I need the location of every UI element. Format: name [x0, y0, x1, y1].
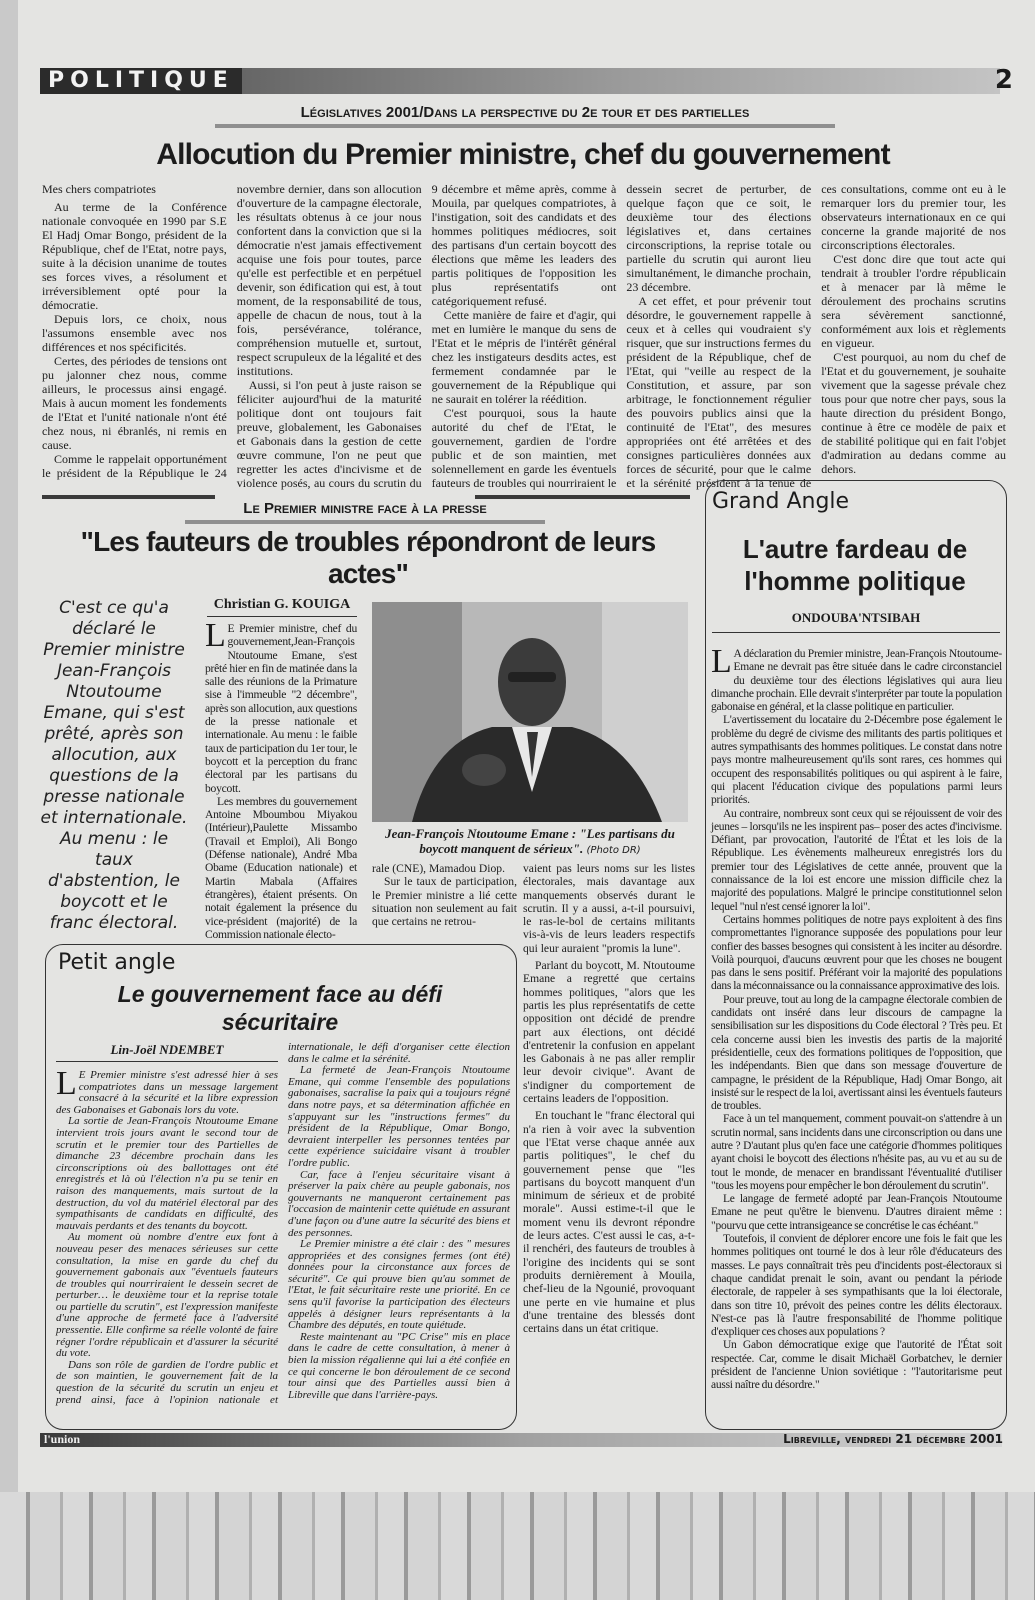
paragraph: E Premier ministre s'est adressé hier à ses compatriotes dans un message largement consacré à la sécurité et la libre expression des Gabonaises et Gabonais lors du vote.: [56, 1069, 278, 1116]
petit-angle-headline: Le gouvernement face au défi sécuritaire: [117, 981, 443, 1035]
dateline: Libreville, vendredi 21 décembre 2001: [783, 1432, 1003, 1446]
section-label: POLITIQUE: [40, 68, 242, 94]
portrait-image: [372, 602, 688, 822]
paragraph: Reste maintenant au "PC Crise" mis en place dans le cadre de cette consultation, à mener à bien la mission régalienne qui lui a été confiée en ce qui concerne le bon déroulement de ce second tour ainsi que des Partielles aussi bien à Libreville que dans l'arrière-pays.: [288, 1330, 510, 1401]
paragraph: Certes, des périodes de tensions ont pu jalonner chez nous, comme ailleurs, le processus ainsi engagé. Mais à aucun moment les fondements de l'Etat et l'unité nationale n'ont été chez nous, ni ébranlés, ni remis en cause.: [42, 354, 227, 452]
paragraph: Toutefois, il convient de déplorer encore une fois le fait que les hommes politiques ont tourné le dos à leur rôle d'éducateurs des masses. Le pays connaîtrait très peu d'incidents post-électoraux si chaque candidat prenait le soin, avant ou pendant la période électorale, de rappeler à ses sympathisants que la loi électorale, dans son titre 10, prévoit des peines contre les délits électoraux. N'est-ce pas là l'autre fresponsabilité de l'homme politique d'expliquer ces choses aux populations ?: [711, 1233, 1002, 1339]
paragraph: vaient pas leurs noms sur les listes électorales, mais davantage aux manquements observés durant le scrutin. Il y a aussi, a-t-il poursuivi, le ras-le-bol de certains militants vis-à-vis de leurs leaders respectifs qui leur auraient "promis la lune".: [523, 862, 695, 955]
caption-text: Jean-François Ntoutoume Emane : "Les partisans du boycott manquent de sérieux".: [385, 826, 675, 856]
grand-angle-headline: L'autre fardeau de l'homme politique: [742, 534, 968, 596]
paragraph: Depuis lors, ce choix, nous l'assumons ensemble avec nos différences et nos spécificités.: [42, 312, 227, 354]
lead-headline: Allocution du Premier ministre, chef du gouvernement: [156, 138, 890, 171]
paragraph: C'est donc dire que tout acte qui tendrait à troubler l'ordre républicain et à menacer par là même le déroulement des prochains scrutins sera sévèrement sanctionné, conformément aux lois et règlements en vigueur.: [821, 252, 1006, 350]
interview-headline: "Les fauteurs de troubles répondront de leurs actes": [80, 526, 656, 589]
paragraph: Au terme de la Conférence nationale convoquée en 1990 par S.E El Hadj Omar Bongo, président de la République, chef de l'Etat, notre pays, suite à la décision unanime de toutes ses forces vives, a résolument et irréversiblement opté pour la démocratie.: [42, 200, 227, 312]
lead-article-body: [42, 182, 1006, 492]
paragraph: Le Premier ministre a été clair : des " mesures appropriées et des consignes fermes (ont été) données pour la circonstance aux forces de sécurité". Ce qui prouve bien qu'au sommet de l'Etat, le fait sécuritaire reste une priorité. En ce sens qu'il favorise la participation des électeurs appelés à désigner leurs représentants à la Chambre des députés, en toute quiétude.: [288, 1238, 510, 1332]
paragraph: Parlant du boycott, M. Ntoutoume Emane a regretté que certains hommes politiques, "alors que les partis les plus représentatifs de cette opposition ont décidé de prendre part aux élections, ont décidé d'entretenir la confusion en appelant les Gabonais à ne pas aller remplir leur devoir civique". Avant de s'indigner du comportement de certains leaders de l'opposition.: [523, 959, 695, 1106]
drop-cap: L: [711, 643, 732, 680]
section-divider: [475, 495, 690, 499]
section-divider: [42, 495, 215, 499]
page-number: 2: [994, 65, 1013, 95]
drop-cap: L: [205, 617, 226, 654]
paragraph: Face à un tel manquement, comment pouvait-on s'attendre à un scrutin normal, sans incidents dans une circonscription ou dans une autre ? D'autant plus qu'en face une catégorie d'hommes politiques ayant choisi le boycott des élections n'hésite pas, au vu et au su de tout le monde, de menacer en brandissant l'éventualité d'utiliser "tous les moyens pour empêcher le bon déroulement du scrutin".: [711, 1113, 1002, 1192]
paragraph: E Premier ministre, chef du gouvernement,Jean-François Ntoutoume Emane, s'est prêté hier en fin de matinée dans la salle des réunions de la Primature sise à l'immeuble "2 décembre", après son allocution, aux questions de la presse nationale et internationale. Au menu : le faible taux de participation du 1er tour, le boycott et la perception du franc électoral par les partisans du boycott.: [205, 622, 357, 795]
paragraph: Comme le rappelait opportunément le président de la République le 24 novembre dernier, dans son allocution d'ouverture de la campagne électorale, les résultats obtenus à ce jour nous confortent dans la conviction que si la démocratie n'est jamais effectivement acquise une fois pour toutes, parce qu'elle est perfectible et en perpétuel devenir, son édification qui est, à tout moment, de la responsabilité de tous, appelle de chacun de nous, tout à la fois, persévérance, tolérance, compréhension mutuelle et, surtout, respect scrupuleux de la légalité et des institutions.: [42, 182, 422, 480]
paragraph: La sortie de Jean-François Ntoutoume Emane intervient trois jours avant le second tour de scrutin et le premier tour des Partielles de dimanche 23 décembre prochain dans les circonscriptions où des ballottages ont été enregistrés et là où l'élection n'a pu se tenir en raison des manquements, mais surtout de la destruction, du vol du matériel électoral par des sympathisants de candidats en difficulté, des mauvais perdants et des tenants du boycott.: [56, 1115, 278, 1232]
paragraph: Certains hommes politiques de notre pays exploitent à des fins compromettantes l'ignorance supposée des populations pour leur confier des basses besognes qui consistent à les inciter au désordre. Voilà pourquoi, d'aucuns œuvrent pour que les choses ne bougent pas dans le sens positif. Préférant voir la majorité des populations dans la méconnaissance ou la connaissance approximative des lois.: [711, 913, 1002, 993]
interview-column-1: [205, 617, 357, 941]
interview-column-2: [372, 862, 517, 942]
paragraph: C'est pourquoi, sous la haute autorité du chef de l'Etat, le gouvernement, gardien de l'ordre public et de son maintien, met solennellement en garde les éventuels fauteurs de troubles qui nourriraient le dessein secret de perturber, de quelque façon que ce soit, le deuxième tour des élections législatives et, dans certaines circonscriptions, la reprise totale ou partielle du scrutin qui auront lieu simultanément, le dimanche prochain, 23 décembre.: [431, 182, 812, 490]
masthead: l'union: [44, 1432, 81, 1446]
petit-angle-body: [56, 1042, 510, 1424]
photo-credit: (Photo DR): [586, 845, 641, 856]
paragraph: Au contraire, nombreux sont ceux qui se réjouissent de voir des jeunes – lorsqu'ils ne les inspirent pas– poser des actes d'incivisme. Défiant, par provocation, l'autorité de l'État et les lois de la République. Les évènements malheureux enregistrés lors du premier tour des Législatives de cette année, prouvent que la connaissance de la loi est encore une mission difficile chez la majorité des populations. Malgré le principe constitutionnel selon lequel "nul n'est censé ignorer la loi".: [711, 807, 1002, 913]
paragraph: A déclaration du Premier ministre, Jean-François Ntoutoume-Emane ne devrait pas être située dans le cadre circonstanciel du deuxième tour des élections législatives qui aura lieu dimanche prochain. Elle devrait s'interpréter par toute la population gabonaise en général, et la classe politique en particulier.: [711, 648, 1002, 714]
paragraph: Sur le taux de participation, le Premier ministre a lié cette situation non seulement au fait que certains ne retrou-: [372, 875, 517, 929]
paragraph: A cet effet, et pour prévenir tout désordre, le gouvernement rappelle à ceux et à celles qui voudraient s'y risquer, que sur instructions fermes du président de la République, chef de l'Etat, qui "veille au respect de la Constitution, et assure, par son arbitrage, le fonctionnement régulier des pouvoirs publics ainsi que la continuité de l'Etat", des mesures appropriées ont été arrêtées et des consignes particulières données aux forces de sécurité, pour que le calme et la sérénité président à la tenue de ces consultations, comme ont eu à le remarquer lors du premier tour, les observateurs internationaux en ce qui concerne la grande majorité de nos circonscriptions électorales.: [626, 182, 1006, 490]
paragraph: Au moment où nombre d'entre eux font à nouveau peser des menaces sérieuses sur cette consultation, la mise en garde du chef du gouvernement gabonais aux "éventuels fauteurs de troubles qui nourriraient le dessein secret de perturber… le deuxième tour et la reprise totale ou partielle du scrutin", est l'expression manifeste d'une approche de fermeté face à l'adversité pressentie. Elle confirme sa réelle volonté de faire régner l'ordre républicain et d'assurer la sécurité du vote.: [56, 1231, 278, 1360]
paragraph: rale (CNE), Mamadou Diop.: [372, 862, 505, 875]
interview-kicker: Le Premier ministre face à la presse: [185, 500, 545, 524]
salutation: Mes chers compatriotes: [42, 182, 156, 196]
petit-angle-byline: Lin-Joël NDEMBET: [56, 1042, 278, 1062]
photo-prime-minister: [372, 602, 688, 822]
paragraph: Le langage de fermeté adopté par Jean-François Ntoutoume Emane ne peut qu'être le bienvenu. D'autres diraient même : "pourvu que cette intransigeance se concrétise le cas échéant.": [711, 1193, 1002, 1232]
grand-angle-byline: ONDOUBA'NTSIBAH: [712, 610, 1000, 633]
paragraph: Car, face à l'enjeu sécuritaire visant à préserver la paix chère au peuple gabonais, nos gouvernants ne manqueront certainement pas l'occasion de maintenir cette quiétude en assurant d'une façon ou d'une autre la sécurité des biens et des personnes.: [288, 1168, 510, 1239]
paragraph: Les membres du gouvernement Antoine Mboumbou Miyakou (Intérieur),Paulette Missambo (Travail et Emploi), Ali Bongo (Défense nationale), André Mba Obame (Education nationale) et Martin Mabala (Affaires étrangères), étaient présents. On notait également la présence du vice-président (majorité) de la Commission nationale électo-: [205, 794, 357, 941]
drop-cap: L: [56, 1065, 77, 1102]
paragraph: Pour preuve, tout au long de la campagne électorale combien de candidats ont inséré dans leur discours de campagne la sensibilisation sur les dispositions du Code électoral ? Très peu. Et cela concerne aussi bien les investis des partis de la majorité présidentielle, ceux des formations politiques de l'opposition, que les indépendants. Bien que dans son message d'ouverture de campagne, le président de la République, Hadj Omar Bongo, ait insisté sur le respect de la loi, avertissant ainsi les éventuels fauteurs de troubles.: [711, 993, 1002, 1113]
interview-column-3: [523, 862, 695, 1426]
paragraph: Dans son rôle de gardien de l'ordre public et de son maintien, le gouvernement fait de la question de la sécurité du scrutin un enjeu et prend ainsi, face à l'opinion nationale et internationale, le défi d'organiser cette élection dans le calme et la sérénité.: [56, 1041, 510, 1406]
scan-background-strip: [0, 1492, 1035, 1600]
paragraph: Aussi, si l'on peut à juste raison se féliciter aujourd'hui de la maturité politique dont ont toujours fait preuve, globalement, les Gabonaises et Gabonais dans la gestion de cette œuvre commune, l'on ne peut que regretter les actes d'incivisme et de violence posés, au cours du scrutin du 9 décembre et même après, comme à Mouila, par quelques compatriotes, à l'instigation, soit des candidats et des hommes politiques médiocres, soit des partisans d'un certain boycott des élections que même les leaders des partis politiques de l'opposition les plus représentatifs ont catégoriquement refusé.: [236, 182, 617, 490]
paragraph: C'est pourquoi, au nom du chef de l'Etat et du gouvernement, je souhaite vivement que la sagesse prévale chez tous pour que notre cher pays, sous la haute direction du président Bongo, continue à être ce modèle de paix et de stabilité politique qui en fait l'objet d'admiration au dedans comme au dehors.: [821, 350, 1006, 476]
interview-intro: C'est ce qu'a déclaré le Premier ministre Jean-François Ntoutoume Emane, qui s'est prêté, après son allocution, aux questions de la presse nationale et internationale. Au menu : le taux d'abstention, le boycott et le franc électoral.: [40, 598, 188, 933]
paragraph: Cette manière de faire et d'agir, qui met en lumière le manque du sens de l'Etat et le mépris de l'intérêt général chez les instigateurs desdits actes, est fermement condamnée par le gouvernement de la République qui ne saurait en tolérer la réédition.: [431, 308, 617, 406]
grand-angle-label: Grand Angle: [712, 489, 850, 514]
paragraph: Un Gabon démocratique exige que l'autorité de l'État soit respectée. Car, comme le disait Michaël Gorbatchev, le dernier président de l'ancienne Union soviétique : "l'autoritarisme peut aussi naître du désordre.": [711, 1339, 1002, 1392]
photo-caption: [372, 826, 688, 856]
paragraph: En touchant le "franc électoral qui n'a rien à voir avec la subvention que l'Etat verse chaque année aux partis politiques", le chef du gouvernement pense que "les partisans du boycott manquent d'un minimum de sérieux et de probité morale". Aussi estime-t-il que le moment venu ils devront répondre de leurs actes. C'est aussi le cas, a-t-il renchéri, des fauteurs de troubles à l'origine des incidents qui se sont produits dernièrement à Mouila, chef-lieu de la Ngounié, provoquant une perte en vie humaine et plus d'une trentaine des blessés dont certains dans un état critique.: [523, 1109, 695, 1336]
lead-kicker: Législatives 2001/Dans la perspective du 2e tour et des partielles: [215, 104, 835, 128]
petit-angle-label: Petit angle: [58, 950, 176, 975]
paragraph: La fermeté de Jean-François Ntoutoume Emane, qui comme l'ensemble des populations gabonaises, sacralise la paix qui a toujours régné dans notre pays, et sa détermination affichée en s'appuyant sur les "instructions fermes" du président de la République, Omar Bongo, devraient interpeller les personnes tentées par cette expérience suicidaire visant à troubler l'ordre public.: [288, 1064, 510, 1169]
interview-byline: Christian G. KOUIGA: [207, 597, 357, 617]
grand-angle-body: [711, 643, 1002, 1426]
paragraph: L'avertissement du locataire du 2-Décembre pose également le problème du degré de civisme des militants des partis politiques et autres sympathisants des hommes politiques. Le constat dans notre pays montre malheureusement qu'ils sont rares, ces hommes qui occupent des responsabilités politiques ou qui aspirent à le faire, qui placent l'éducation civique des populations parmi leurs priorités.: [711, 714, 1002, 807]
